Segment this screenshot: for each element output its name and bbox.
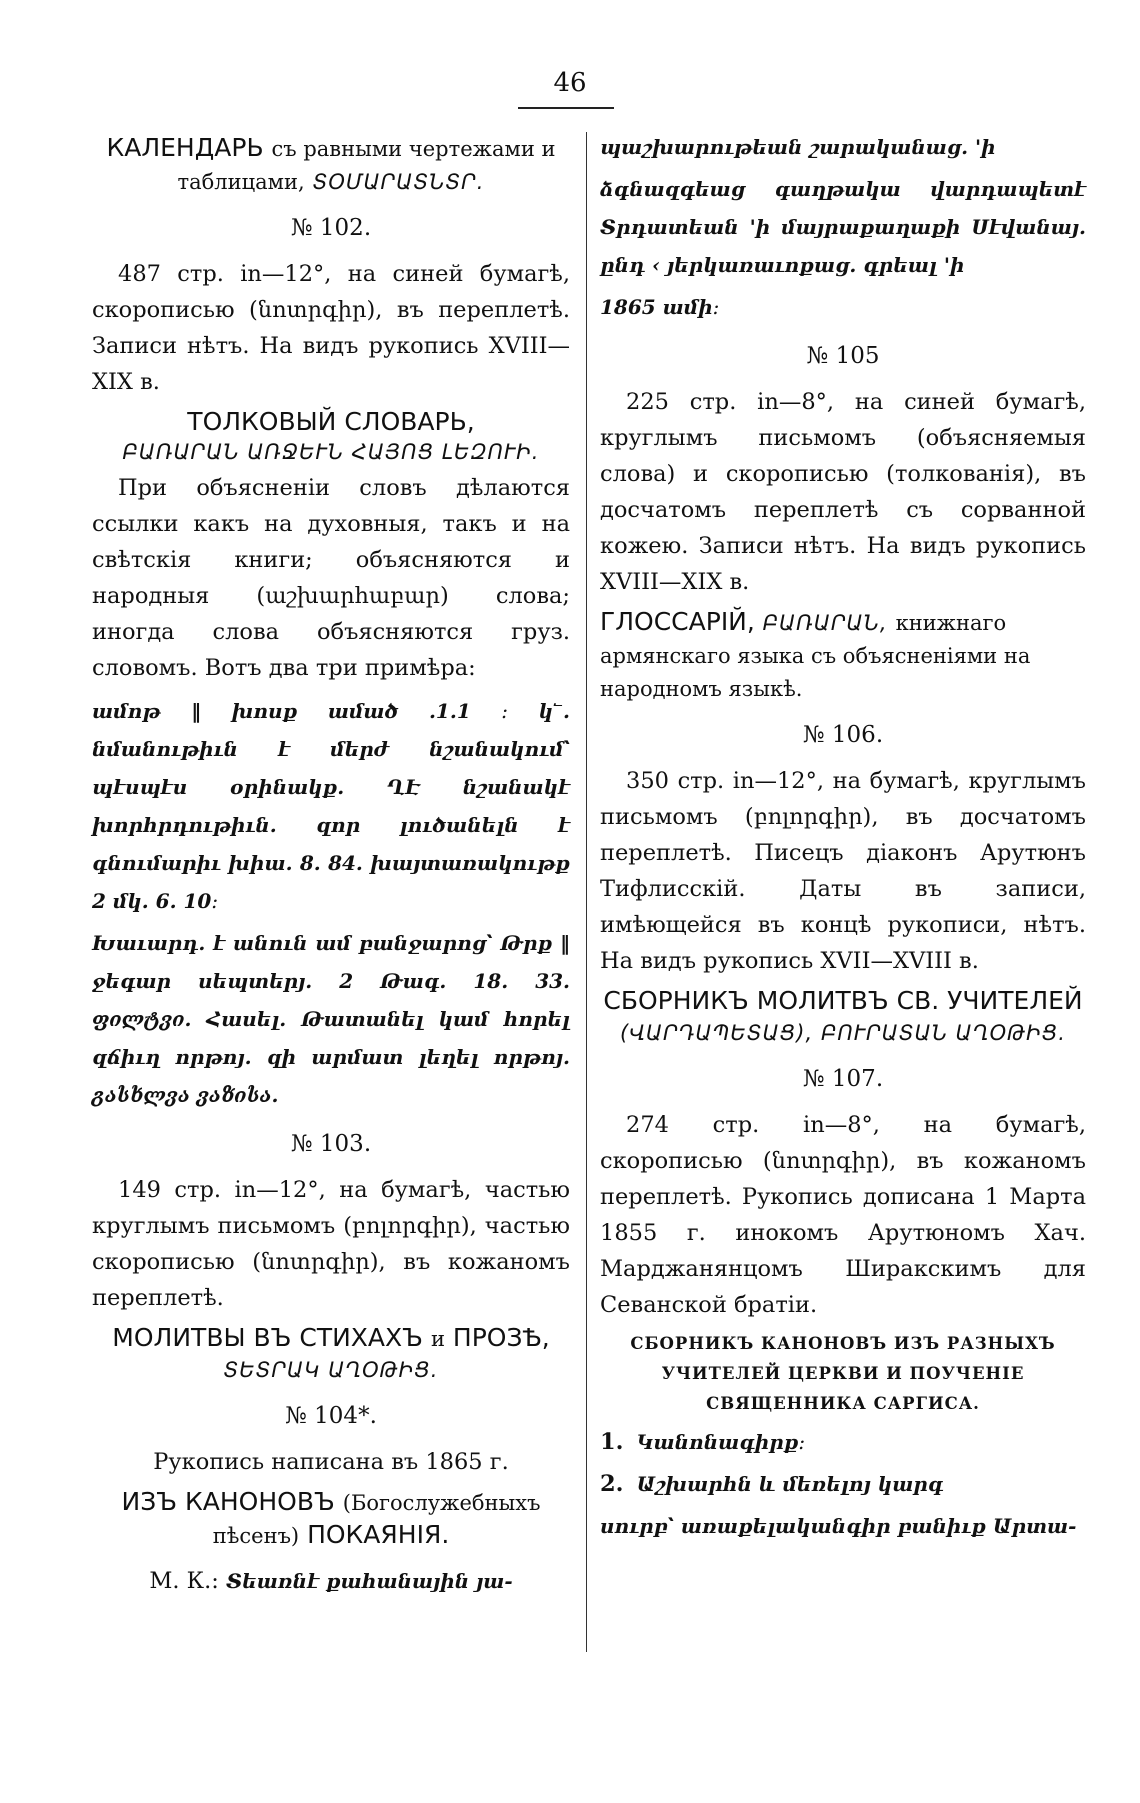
- canons-title: ИЗЪ КАНОНОВЪ: [121, 1487, 335, 1516]
- canons-heading: [92, 1486, 570, 1552]
- glossary-heading: [600, 606, 1086, 705]
- list-item-number: 1.: [600, 1429, 624, 1455]
- canons-description: [92, 1562, 570, 1600]
- entry-107-description: 274 стр. in—8°, на бумагѣ, скорописью (նոտրգիր), въ кожаномъ переплетѣ. Рукопись дописана 1 Марта 1855 г. инокомъ Арутюномъ Хач. Марджанянцомъ Ширакскимъ для Севанской братіи.: [600, 1112, 1086, 1318]
- entry-number-107: № 107.: [802, 1066, 884, 1092]
- list-item-number: 2.: [600, 1471, 624, 1497]
- dictionary-heading: [92, 406, 570, 468]
- canons-desc-armenian: Տեառնէ քահանային յա-: [225, 1569, 513, 1593]
- entry-102-description: 487 стр. in—12°, на синей бумагѣ, скорописью (նոտրգիր), въ переплетѣ. Записи нѣтъ. На видъ рукопись XVIII—XIX в.: [92, 261, 570, 395]
- list-item: [600, 1465, 1086, 1503]
- prayers-title: МОЛИТВЫ ВЪ СТИХАХЪ: [112, 1323, 423, 1352]
- collection-prayers-title-armenian-2: ԲՈՒՐԱՏԱՆ ԱՂՕԹԻՑ.: [821, 1021, 1066, 1045]
- collection-prayers-title-armenian-1: (ՎԱՐԴԱՊԵՏԱՑ),: [620, 1021, 814, 1045]
- canons-desc-label: М. К.:: [149, 1568, 219, 1594]
- entry-number-105: № 105: [806, 343, 880, 369]
- collection-prayers-heading: [600, 985, 1086, 1049]
- list-item-text: Աշխարհն և մեռելոյ կարգ: [636, 1472, 944, 1496]
- collection-canons-heading: СБОРНИКЪ КАНОНОВЪ ИЗЪ РАЗНЫХЪ УЧИТЕЛЕЙ ЦЕРКВИ И ПОУЧЕНІЕ СВЯЩЕННИКА САРГИСА.: [630, 1334, 1056, 1413]
- prayers-title-mid: и: [430, 1327, 445, 1351]
- glossary-title-rest: книжнаго армянскаго языка съ объясненіями на народномъ языкѣ.: [600, 611, 1031, 701]
- continuation-text-1: պաշխարութեան շարականաց. 'ի: [600, 135, 996, 159]
- column-divider: [586, 132, 587, 1652]
- dictionary-example-1: ամոթ ‖ խոսք ամած .1.1 ։ կ՟. նմանութիւն է մերժ նշանակում՝ պէսպէս օրինակք. ՂԷ նշանակէ խորհրդութիւն. զոր լուծանելն է գնումարիւ խիա. 8. 84. խայտառակութք 2 մկ. 6. 10։: [92, 699, 570, 913]
- entry-number-106: № 106.: [802, 722, 884, 748]
- right-column: [600, 128, 1086, 1549]
- entry-103-description: 149 стр. in—12°, на бумагѣ, частью круглымъ письмомъ (բոլորգիր), частью скорописью (նոտրգիր), въ кожаномъ переплетѣ.: [92, 1177, 570, 1311]
- page-number: 46: [553, 68, 587, 98]
- prayers-title-end: ПРОЗѢ,: [452, 1323, 550, 1352]
- entry-number-104: № 104*.: [285, 1403, 377, 1429]
- dictionary-example-2: Խաւարդ. է անուն ամ բանջարոց՝ Թրք ‖ ջեգար սեպտերյ. 2 Թագ. 18. 33. ფილტვი. Հասել. Թատանել կամ հորել զճիւղ որթոյ. զի արմատ լեղել որթոյ. გასხლვა ვაზისა.: [92, 931, 570, 1107]
- glossary-title: ГЛОССАРІЙ,: [600, 607, 755, 636]
- glossary-title-armenian: ԲԱՌԱՐԱՆ,: [762, 611, 888, 635]
- entry-105-description: 225 стр. in—8°, на синей бумагѣ, круглымъ письмомъ (объясняемыя слова) и скорописью (толкованія), въ досчатомъ переплетѣ съ сорванной кожею. Записи нѣтъ. На видъ рукопись XVIII—XIX в.: [600, 389, 1086, 595]
- list-continuation: սուրբ՝ առաքելականգիր բանիւք Արտա-: [600, 1514, 1077, 1538]
- calendar-title-rest: съ равными чертежами и таблицами,: [177, 137, 556, 194]
- continuation-text-2: ձգնազգեաց գաղթակա վարդապետէ Տրդատեան 'ի մայրաքաղաքի Սէվանայ. ընդ ‹ յերկառաւոքաց․ գրեալ 'ի: [600, 177, 1086, 277]
- entry-number-103: № 103.: [290, 1131, 372, 1157]
- top-rule: [518, 107, 614, 109]
- entry-104-description: Рукопись написана въ 1865 г.: [153, 1449, 509, 1475]
- entry-106-description: 350 стр. in—12°, на бумагѣ, круглымъ письмомъ (բոլորգիր), въ досчатомъ переплетѣ. Писецъ діаконъ Арутюнъ Тифлисскій. Даты въ записи, имѣющейся въ концѣ рукописи, нѣтъ. На видъ рукопись XVII—XVIII в.: [600, 768, 1086, 974]
- prayers-title-armenian: ՏԵՏՐԱԿ ԱՂՕԹԻՑ.: [223, 1358, 439, 1382]
- left-column: [92, 128, 570, 1606]
- dictionary-description: При объясненіи словъ дѣлаются ссылки какъ на духовныя, такъ и на свѣтскія книги; объясняются и народныя (աշխարհաբար) слова; иногда слова объясняются груз. словомъ. Вотъ два три примѣра:: [92, 475, 570, 681]
- entry-number-102: № 102.: [290, 215, 372, 241]
- canons-title-end: ПОКАЯНІЯ.: [307, 1520, 450, 1549]
- continuation-text-3: 1865 ամի։: [600, 295, 720, 319]
- list-item: [600, 1423, 1086, 1461]
- canons-title-rest: (Богослужебныхъ пѣсенъ): [212, 1491, 541, 1548]
- dictionary-title: ТОЛКОВЫЙ СЛОВАРЬ,: [187, 407, 475, 436]
- calendar-heading: [92, 132, 570, 198]
- dictionary-title-armenian: ԲԱՌԱՐԱՆ ԱՌՋԵՒՆ ՀԱՅՈՑ ԼԵԶՈՒԻ.: [122, 440, 540, 464]
- prayers-heading: [92, 1322, 570, 1386]
- list-item-text: Կանոնագիրք։: [636, 1430, 806, 1454]
- collection-prayers-title: СБОРНИКЪ МОЛИТВЪ СВ. УЧИТЕЛЕЙ: [603, 986, 1083, 1015]
- calendar-title: КАЛЕНДАРЬ: [106, 133, 264, 162]
- calendar-title-armenian: ՏՕՄԱՐԱՏՆՏՐ.: [312, 170, 485, 194]
